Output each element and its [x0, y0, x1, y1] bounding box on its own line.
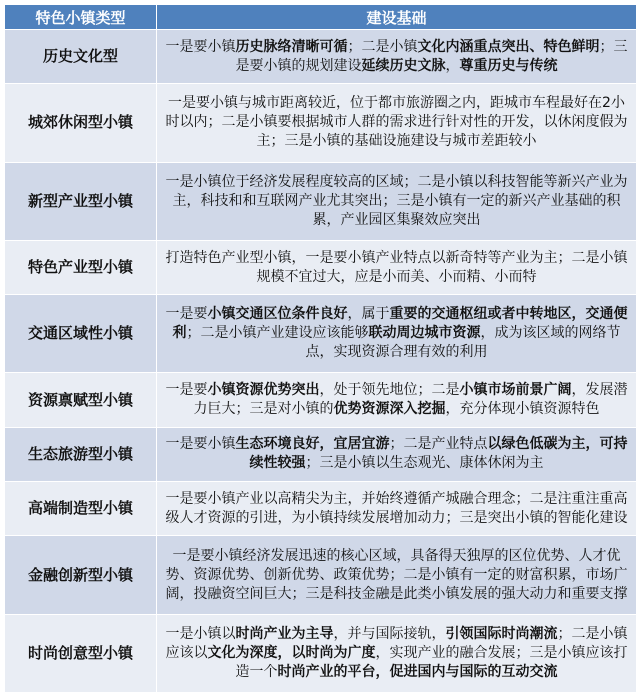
construction-basis-cell [157, 373, 637, 427]
emphasis-text: 小镇市场前景广阔 [459, 382, 572, 399]
town-type-cell: 特色产业型小镇 [5, 240, 157, 294]
emphasis-text: 小镇交通区位条件良好 [207, 306, 348, 323]
body-text: ；二是产业特点 [389, 436, 488, 453]
body-text: 一是要小镇 [165, 436, 236, 453]
emphasis-text: 延续历史文脉 [361, 57, 446, 74]
body-text: ；三是要小镇的规划建设 [235, 38, 628, 74]
emphasis-text: 历史脉络清晰可循 [235, 38, 348, 55]
body-text: ，并与国际接轨， [333, 625, 446, 642]
table-row [5, 84, 637, 162]
body-text: ，属于 [347, 306, 390, 323]
header-town-type: 特色小镇类型 [5, 5, 157, 30]
construction-basis-cell [157, 427, 637, 481]
construction-basis-cell [157, 84, 637, 162]
construction-basis-cell [157, 30, 637, 84]
construction-basis-cell [157, 295, 637, 373]
emphasis-text: 引领国际时尚潮流 [445, 625, 558, 642]
table-row [5, 536, 637, 614]
characteristic-town-table [4, 4, 637, 693]
emphasis-text: 时尚产业为主导 [235, 625, 334, 642]
emphasis-text: 小镇资源优势突出 [207, 382, 320, 399]
emphasis-text: 时尚产业的平台，促进国内与国际的互动交流 [277, 663, 558, 680]
body-text: 一是要 [165, 306, 208, 323]
table-row [5, 427, 637, 481]
body-text: 打造特色产业型小镇，一是要小镇产业特点以新奇特等产业为主；二是小镇规模不宜过大，应是小而美、小而精、小而特 [165, 249, 628, 285]
town-type-cell: 交通区域性小镇 [5, 295, 157, 373]
body-text: ，处于领先地位；二是 [319, 382, 460, 399]
town-type-cell: 金融创新型小镇 [5, 536, 157, 614]
body-text: ，发展潜力巨大；三是对小镇的 [193, 382, 628, 418]
body-text: 一是要小镇 [165, 38, 236, 55]
construction-basis-cell [157, 614, 637, 692]
table-row [5, 482, 637, 536]
town-type-cell: 时尚创意型小镇 [5, 614, 157, 692]
table-row [5, 162, 637, 240]
body-text: ， [445, 57, 460, 74]
town-type-cell: 生态旅游型小镇 [5, 427, 157, 481]
construction-basis-cell [157, 482, 637, 536]
body-text: ；二是小镇产业建设应该能够 [186, 325, 369, 342]
body-text: ；二是小镇 [347, 38, 418, 55]
emphasis-text: 生态环境良好，宜居宜游 [235, 436, 390, 453]
body-text: 一是要 [165, 382, 208, 399]
body-text: 一是小镇以 [165, 625, 236, 642]
body-text: ；三是小镇以生态观光、康体休闲为主 [305, 455, 544, 472]
header-construction-basis: 建设基础 [157, 5, 637, 30]
table-header-row [5, 5, 637, 30]
body-text: ，成为该区域的网络节点，实现资源合理有效的利用 [305, 325, 621, 361]
emphasis-text: 优势资源深入挖掘 [333, 401, 446, 418]
town-type-cell: 资源禀赋型小镇 [5, 373, 157, 427]
table-body [5, 30, 637, 693]
construction-basis-cell [157, 162, 637, 240]
town-type-cell: 城郊休闲型小镇 [5, 84, 157, 162]
emphasis-text: 文化内涵重点突出、特色鲜明 [417, 38, 600, 55]
body-text: 一是要小镇与城市距离较近，位于都市旅游圈之内，距城市车程最好在2小时以内；二是小镇要根据城市人群的需求进行针对性的开发，以休闲度假为主；三是小镇的基础设施建设与城市差距较小 [165, 95, 628, 150]
emphasis-text: 文化为深度，以时尚为广度 [207, 644, 376, 661]
emphasis-text: 以绿色低碳为主，可持续性较强 [249, 436, 628, 472]
town-type-cell: 历史文化型 [5, 30, 157, 84]
table-row [5, 295, 637, 373]
town-type-cell: 新型产业型小镇 [5, 162, 157, 240]
construction-basis-cell [157, 240, 637, 294]
construction-basis-cell [157, 536, 637, 614]
table-row [5, 373, 637, 427]
table-row [5, 614, 637, 692]
body-text: ；二是小镇应该以 [165, 625, 628, 661]
town-type-cell: 高端制造型小镇 [5, 482, 157, 536]
table-row [5, 30, 637, 84]
body-text: 一是要小镇经济发展迅速的核心区域，具备得天独厚的区位优势、人才优势、资源优势、创新优势、政策优势；二是小镇有一定的财富积累，市场广阔，投融资空间巨大；三是科技金融是此类小镇发展的强大动力和重要支撑 [165, 547, 628, 602]
table-container [4, 4, 636, 693]
body-text: 一是小镇位于经济发展程度较高的区域；二是小镇以科技智能等新兴产业为主，科技和和互联网产业尤其突出；三是小镇有一定的新兴产业基础的积累，产业园区集聚效应突出 [165, 173, 628, 228]
body-text: ，实现产业的融合发展；三是小镇应该打造一个 [235, 644, 628, 680]
emphasis-text: 重要的交通枢纽或者中转地区，交通便利 [172, 306, 628, 342]
emphasis-text: 联动周边城市资源 [368, 325, 481, 342]
body-text: 一是要小镇产业以高精尖为主，并始终遵循产城融合理念；二是注重注重高级人才资源的引进，为小镇持续发展增加动力；三是突出小镇的智能化建设 [165, 490, 628, 526]
emphasis-text: 尊重历史与传统 [459, 57, 558, 74]
table-row [5, 240, 637, 294]
body-text: ，充分体现小镇资源特色 [445, 401, 600, 418]
